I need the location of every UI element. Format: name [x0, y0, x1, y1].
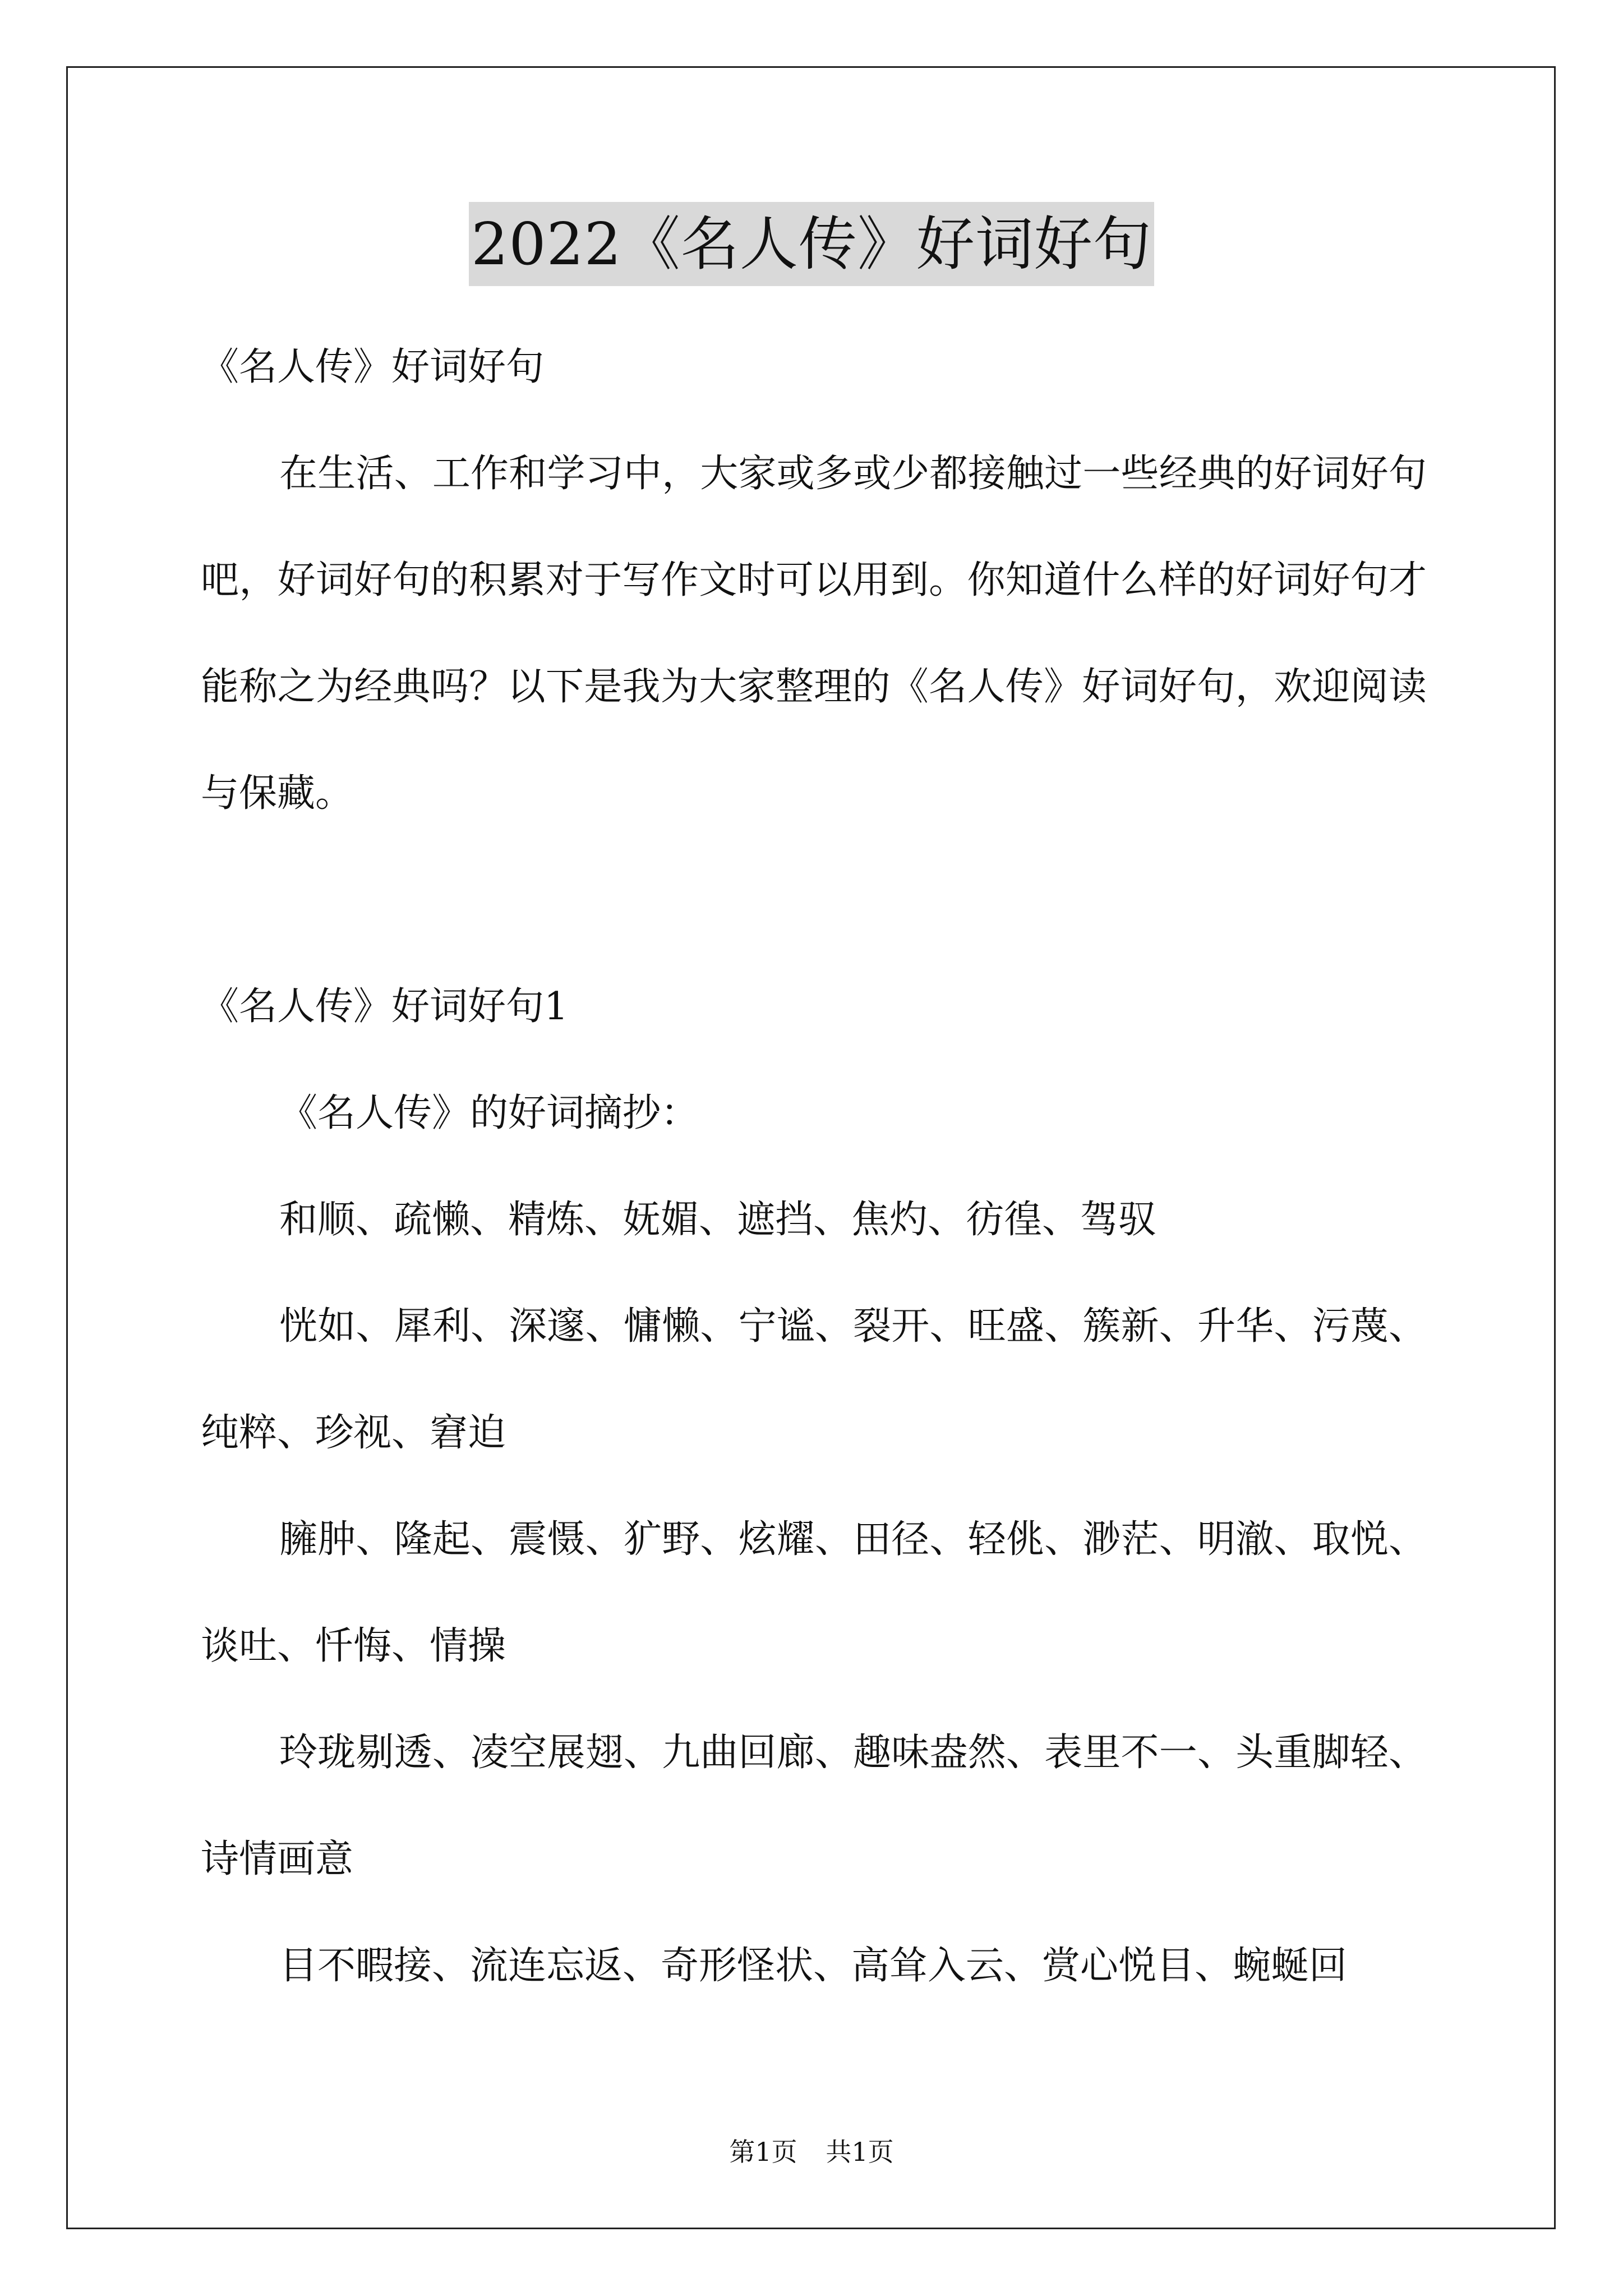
- page-number-total: 共1页: [826, 2137, 894, 2167]
- paragraph-gap: [201, 847, 1427, 954]
- word-list-line: 恍如、犀利、深邃、慵懒、宁谧、裂开、旺盛、簇新、升华、污蔑、纯粹、珍视、窘迫: [201, 1304, 1427, 1455]
- title-container: [0, 202, 1623, 286]
- document-body: [201, 314, 1427, 2019]
- page-number-current: 第1页: [729, 2137, 797, 2167]
- word-list-line: 目不暇接、流连忘返、奇形怪状、高耸入云、赏心悦目、蜿蜒回: [279, 1944, 1348, 1988]
- document-title: 2022《名人传》好词好句: [469, 202, 1154, 286]
- page-footer: [0, 2135, 1623, 2169]
- intro-paragraph: 在生活、工作和学习中，大家或多或少都接触过一些经典的好词好句吧，好词好句的积累对于写作文时可以用到。你知道什么样的好词好句才能称之为经典吗？以下是我为大家整理的《名人传》好词好句，欢迎阅读与保藏。: [201, 452, 1427, 816]
- section-subheading: 《名人传》的好词摘抄：: [279, 1091, 699, 1135]
- main-heading: 《名人传》好词好句: [201, 345, 545, 389]
- word-list-line: 玲珑剔透、凌空展翅、九曲回廊、趣味盎然、表里不一、头重脚轻、诗情画意: [201, 1731, 1427, 1881]
- word-list-line: 和顺、疏懒、精炼、妩媚、遮挡、焦灼、彷徨、驾驭: [279, 1198, 1157, 1242]
- section-heading: 《名人传》好词好句1: [201, 984, 569, 1029]
- word-list-line: 臃肿、隆起、震慑、犷野、炫耀、田径、轻佻、渺茫、明澈、取悦、谈吐、忏悔、情操: [201, 1517, 1427, 1668]
